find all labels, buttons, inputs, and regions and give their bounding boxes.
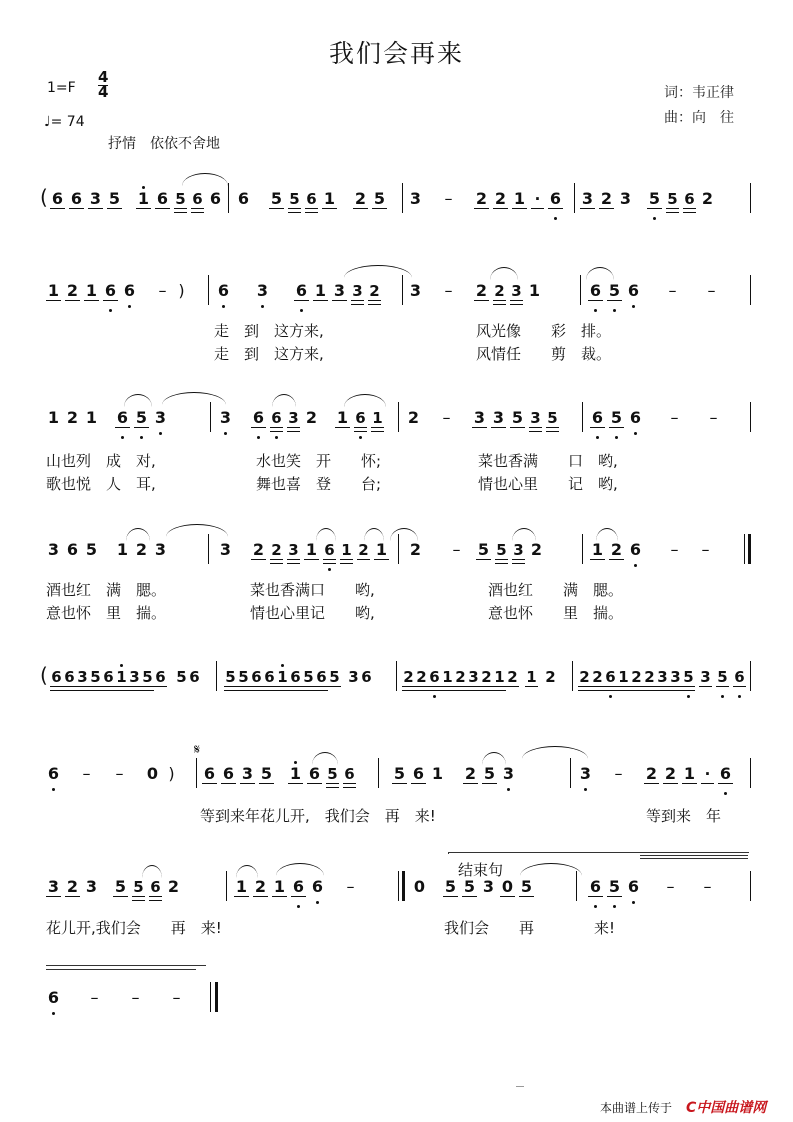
lyric-line: 意也怀 里 揣。: [488, 604, 624, 622]
measure: 3 2 3 5 5 6 2: [580, 187, 715, 211]
lyric-line: 水也笑 开 怀;: [256, 452, 382, 470]
barline: [750, 402, 751, 432]
quarter-note-icon: ♩: [44, 114, 51, 130]
ending-bracket: [448, 852, 749, 854]
barline: [210, 982, 211, 1012]
time-signature-denominator: 4: [98, 83, 109, 101]
measure: 2 2 6 1 2 2 3 3 5 3 5 6: [578, 665, 746, 689]
barline: [228, 183, 229, 213]
lyric-line: 等到来年花儿开, 我们会 再 来!: [200, 807, 436, 825]
final-barline: [215, 982, 218, 1012]
site-logo: [686, 1097, 766, 1117]
measure: 6 5 6 – –: [590, 406, 721, 430]
composer-credit: 曲：向 往: [664, 110, 734, 126]
logo-icon: C: [686, 1100, 697, 1116]
lyricist-credit: 词：韦正律: [664, 85, 734, 101]
barline: [402, 275, 403, 305]
barline: [208, 275, 209, 305]
barline: [208, 534, 209, 564]
slur: [344, 394, 386, 407]
ending-label: 结束句: [458, 861, 504, 879]
lyric-line: 走 到 这方来,: [214, 322, 324, 340]
slur: [520, 863, 582, 876]
measure: 3 2 3 5 5 6 2: [46, 875, 181, 899]
logo-text: 中国曲谱网: [696, 1100, 767, 1116]
measure: 6 6 3 5 1 6 5 6 6: [50, 187, 223, 211]
lyric-line: 意也怀 里 揣。: [46, 604, 167, 622]
barline: [750, 275, 751, 305]
lyric-line: 等到来 年: [646, 807, 722, 825]
lyric-line: 酒也红 满 腮。: [488, 581, 624, 599]
measure: 6 6 3 5 6 1 3 5 6 5 6: [50, 665, 201, 689]
time-signature-numerator: 4: [98, 68, 109, 86]
barline: [750, 183, 751, 213]
barline: [216, 661, 217, 691]
repeat-open-paren: (: [40, 185, 48, 209]
lyric-line: 风情任 剪 裁。: [476, 345, 612, 363]
ending-line: [640, 858, 748, 859]
staff-system-7: [46, 875, 752, 905]
slur: [586, 267, 614, 280]
ending-line: [46, 965, 206, 966]
barline: [576, 871, 577, 901]
measure: 2 – 5 5 3 2: [408, 538, 544, 562]
measure: 1 2 1 6 6 –: [234, 875, 358, 899]
staff-system-3: [46, 406, 752, 436]
barline: [580, 275, 581, 305]
barline: [574, 183, 575, 213]
measure: 5 6 1 2 5 3: [392, 762, 516, 786]
ending-line: [640, 855, 748, 856]
measure: 3 6 6 3 2 1 6 1: [218, 406, 384, 430]
staff-system-4: [46, 538, 752, 568]
song-title: 我们会再来: [328, 39, 464, 68]
measure: 2 – 3 3 5 3 5: [406, 406, 559, 430]
repeat-open-paren: (: [40, 663, 48, 687]
end-repeat-barline: [748, 534, 751, 564]
measure: 6 5 6 – –: [588, 279, 719, 303]
expression-mark: 抒情 依依不舍地: [108, 136, 220, 152]
barline: [398, 534, 399, 564]
time-signature: [98, 68, 109, 101]
slur: [522, 746, 588, 759]
barline: [570, 758, 571, 788]
lyric-line: 风光像 彩 排。: [476, 322, 612, 340]
segno-icon: 𝄋: [194, 742, 201, 758]
measure: 3 2 2 3 1 6 1 2 1: [218, 538, 389, 562]
measure: 6 – – 0 ): [46, 762, 179, 786]
barline: [402, 183, 403, 213]
staff-system-1: [40, 185, 752, 217]
staff-system-2: [46, 279, 752, 309]
measure: 6 6 3 5 1 6 5 6: [202, 762, 356, 786]
barline: [210, 402, 211, 432]
measure: 1 2 1 6 6 – ): [46, 279, 189, 303]
measure: 3 – 2 2 1 · 6: [578, 762, 733, 786]
slur: [142, 865, 162, 878]
footer-text: 本曲谱上传于: [600, 1101, 673, 1115]
lyric-line: 花儿开,我们会 再 来!: [46, 919, 222, 937]
tempo-mark: [44, 114, 85, 130]
barline: [572, 661, 573, 691]
barline: [582, 402, 583, 432]
measure: 3 – 2 2 3 1: [408, 279, 542, 303]
tempo-value: = 74: [50, 114, 85, 130]
measure: 6 – – –: [46, 986, 184, 1010]
measure: 0 5 5 3 0 5: [413, 877, 533, 896]
barline: [226, 871, 227, 901]
lyric-line: 菜也香满口 哟,: [250, 581, 375, 599]
lyric-line: 酒也红 满 腮。: [46, 581, 167, 599]
slur: [276, 863, 324, 876]
slur: [490, 267, 518, 280]
measure: 3 – 2 2 1 · 6: [408, 187, 563, 211]
lyric-line: 山也列 成 对,: [46, 452, 156, 470]
lyric-line: 情也心里记 哟,: [250, 604, 375, 622]
staff-system-5: [40, 663, 752, 695]
start-repeat-barline: [402, 871, 405, 901]
barline: [196, 758, 197, 788]
barline: [750, 871, 751, 901]
lyric-line: 走 到 这方来,: [214, 345, 324, 363]
measure: 6 5 6 – –: [588, 875, 715, 899]
slur: [124, 394, 152, 407]
slur: [316, 528, 336, 541]
measure: 1 2 6 – –: [590, 538, 713, 562]
key-signature: 1=F: [47, 80, 76, 96]
staff-system-6: [46, 742, 752, 792]
slur: [166, 524, 228, 537]
lyric-line: 情也心里 记 哟,: [478, 475, 618, 493]
measure: 6 3 6 1 3 3 2: [216, 279, 381, 303]
barline: [396, 661, 397, 691]
slur: [162, 392, 226, 405]
page-marker: [516, 1086, 524, 1087]
barline: [378, 758, 379, 788]
measure: 6 5 5 6 1 2 5: [236, 187, 387, 211]
barline: [750, 758, 751, 788]
measure: 1 2 1 6 5 3: [46, 406, 168, 430]
barline: [582, 534, 583, 564]
lyric-line: 我们会 再 来!: [444, 919, 616, 937]
measure: 3 6 5 1 2 3: [47, 540, 167, 559]
staff-system-8: [46, 986, 752, 1016]
slur: [272, 394, 296, 407]
barline: [398, 871, 399, 901]
barline: [398, 402, 399, 432]
lyric-line: 歌也悦 人 耳,: [46, 475, 156, 493]
barline: [744, 534, 745, 564]
barline: [750, 661, 751, 691]
ending-line: [46, 969, 196, 970]
slur: [182, 173, 228, 186]
lyric-line: 菜也香满 口 哟,: [478, 452, 618, 470]
measure: 5 5 6 6 1 6 5 6 5 3 6: [224, 665, 373, 689]
lyric-line: 舞也喜 登 台;: [256, 475, 382, 493]
measure: 2 2 6 1 2 3 2 1 2 1 2: [402, 665, 557, 689]
